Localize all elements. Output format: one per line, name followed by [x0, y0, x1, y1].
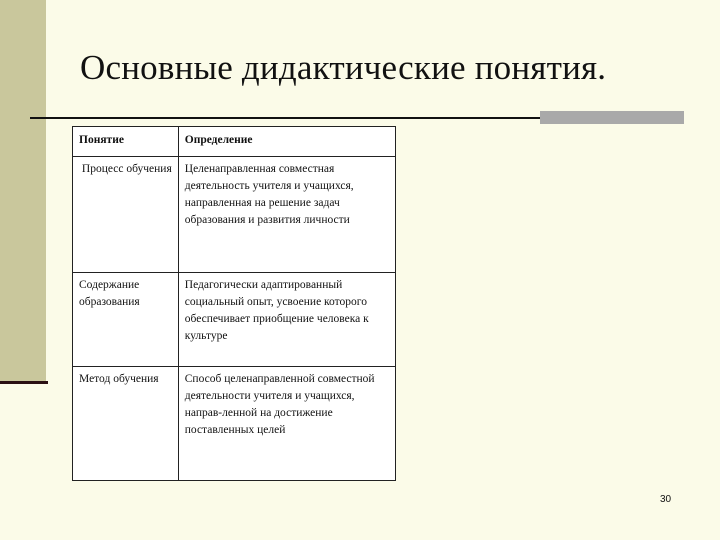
- table-row: [73, 367, 396, 481]
- header-definition: Определение: [178, 127, 395, 157]
- term-cell: Содержание образования: [73, 273, 179, 367]
- left-decorative-bar: [0, 0, 46, 383]
- term-cell: Процесс обучения: [73, 157, 179, 273]
- title-accent-bar: [540, 111, 684, 124]
- table-row: [73, 157, 396, 273]
- definition-cell: Целенаправленная совместная деятельность учителя и учащихся, направленная на решение задач образования и развития личности: [178, 157, 395, 273]
- term-cell: Метод обучения: [73, 367, 179, 481]
- page-number: 30: [660, 494, 672, 505]
- definition-cell: Способ целенаправленной совместной деятельности учителя и учащихся, направ-ленной на достижение поставленных целей: [178, 367, 395, 481]
- left-bar-rule: [0, 381, 48, 384]
- concepts-table: [72, 126, 396, 481]
- header-term: Понятие: [73, 127, 179, 157]
- title-underline: [30, 117, 540, 119]
- slide-title: Основные дидактические понятия.: [80, 48, 607, 87]
- definition-cell: Педагогически адаптированный социальный опыт, усвоение которого обеспечивает приобщение человека к культуре: [178, 273, 395, 367]
- table-row: [73, 273, 396, 367]
- table-header-row: [73, 127, 396, 157]
